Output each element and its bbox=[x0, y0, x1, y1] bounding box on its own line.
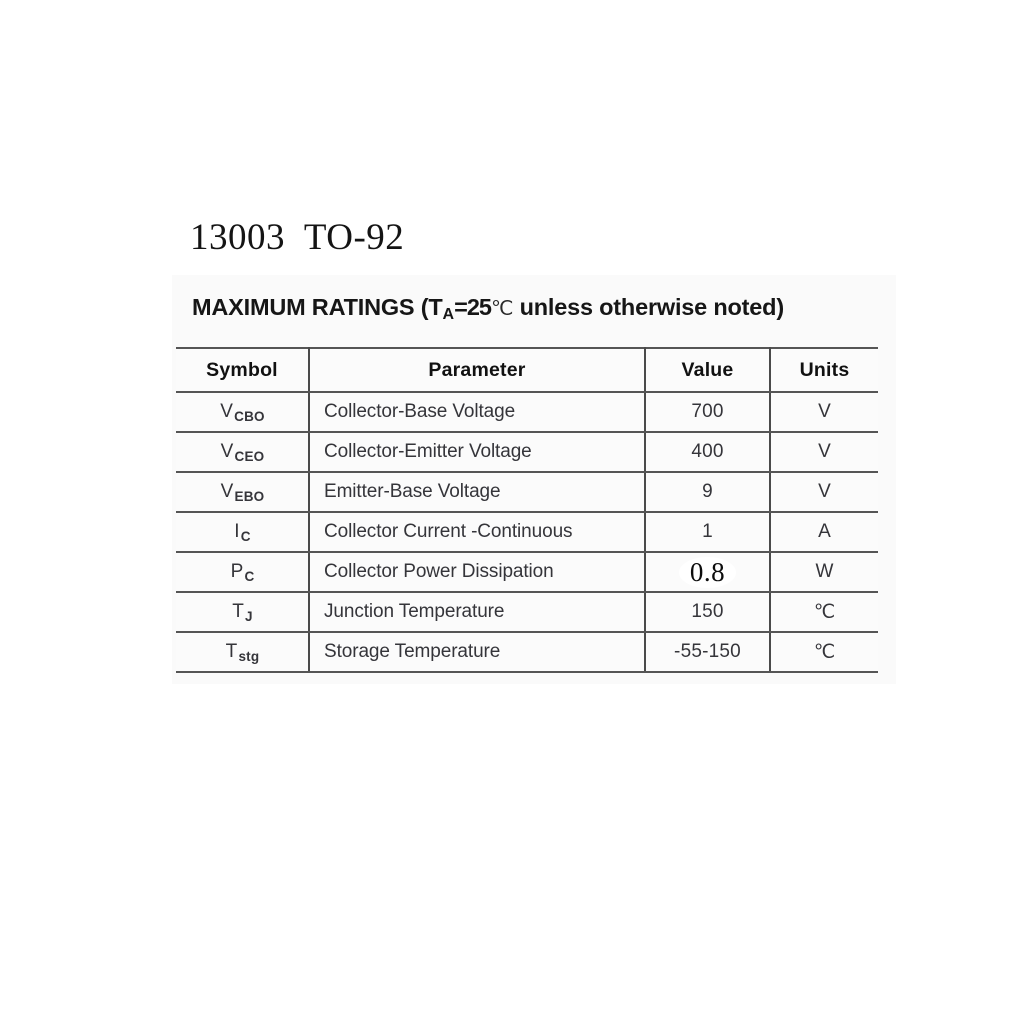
column-header-parameter: Parameter bbox=[309, 348, 645, 392]
table-row bbox=[176, 432, 878, 472]
cell-symbol bbox=[176, 552, 309, 592]
symbol-base: V bbox=[220, 481, 234, 502]
cell-value: 700 bbox=[645, 392, 770, 432]
cell-value bbox=[645, 552, 770, 592]
cell-unit: ℃ bbox=[770, 632, 878, 672]
maximum-ratings-table bbox=[176, 347, 878, 673]
cell-symbol bbox=[176, 592, 309, 632]
symbol-subscript: C bbox=[244, 569, 255, 584]
page-title: 13003 TO-92 bbox=[190, 217, 405, 258]
heading-prefix: MAXIMUM RATINGS (T bbox=[192, 294, 443, 320]
maximum-ratings-section bbox=[172, 275, 896, 684]
cell-unit: W bbox=[770, 552, 878, 592]
symbol-base: I bbox=[234, 521, 240, 542]
section-heading bbox=[192, 292, 784, 326]
cell-unit: V bbox=[770, 392, 878, 432]
column-header-units: Units bbox=[770, 348, 878, 392]
table-row bbox=[176, 392, 878, 432]
cell-value: 1 bbox=[645, 512, 770, 552]
degree-celsius-icon: ℃ bbox=[490, 298, 514, 320]
table-row bbox=[176, 632, 878, 672]
cell-symbol bbox=[176, 392, 309, 432]
cell-parameter: Collector-Emitter Voltage bbox=[309, 432, 645, 472]
cell-value: 150 bbox=[645, 592, 770, 632]
symbol-subscript: CEO bbox=[234, 449, 265, 464]
table-row bbox=[176, 552, 878, 592]
column-header-value: Value bbox=[645, 348, 770, 392]
cell-unit: ℃ bbox=[770, 592, 878, 632]
symbol-subscript: stg bbox=[238, 649, 260, 664]
cell-parameter: Collector Current -Continuous bbox=[309, 512, 645, 552]
table-row bbox=[176, 472, 878, 512]
symbol-subscript: EBO bbox=[234, 489, 265, 504]
symbol-base: P bbox=[230, 561, 244, 582]
symbol-base: T bbox=[225, 641, 238, 662]
table-header-row bbox=[176, 348, 878, 392]
symbol-base: V bbox=[220, 401, 234, 422]
cell-parameter: Collector-Base Voltage bbox=[309, 392, 645, 432]
heading-subscript: A bbox=[442, 306, 455, 323]
cell-value: 400 bbox=[645, 432, 770, 472]
symbol-base: V bbox=[220, 441, 234, 462]
cell-parameter: Emitter-Base Voltage bbox=[309, 472, 645, 512]
heading-suffix: unless otherwise noted) bbox=[513, 294, 784, 320]
cell-value: 9 bbox=[645, 472, 770, 512]
cell-parameter: Collector Power Dissipation bbox=[309, 552, 645, 592]
symbol-subscript: C bbox=[240, 529, 251, 544]
table-row bbox=[176, 592, 878, 632]
symbol-base: T bbox=[232, 601, 245, 622]
cell-value-text: 0.8 bbox=[679, 557, 736, 588]
cell-parameter: Storage Temperature bbox=[309, 632, 645, 672]
symbol-subscript: CBO bbox=[234, 409, 265, 424]
cell-value: -55-150 bbox=[645, 632, 770, 672]
cell-unit: A bbox=[770, 512, 878, 552]
cell-symbol bbox=[176, 512, 309, 552]
cell-symbol bbox=[176, 472, 309, 512]
cell-unit: V bbox=[770, 472, 878, 512]
cell-unit: V bbox=[770, 432, 878, 472]
heading-equals: =25 bbox=[454, 294, 491, 320]
symbol-subscript: J bbox=[245, 609, 253, 624]
column-header-symbol: Symbol bbox=[176, 348, 309, 392]
cell-parameter: Junction Temperature bbox=[309, 592, 645, 632]
cell-symbol bbox=[176, 632, 309, 672]
cell-symbol bbox=[176, 432, 309, 472]
table-row bbox=[176, 512, 878, 552]
